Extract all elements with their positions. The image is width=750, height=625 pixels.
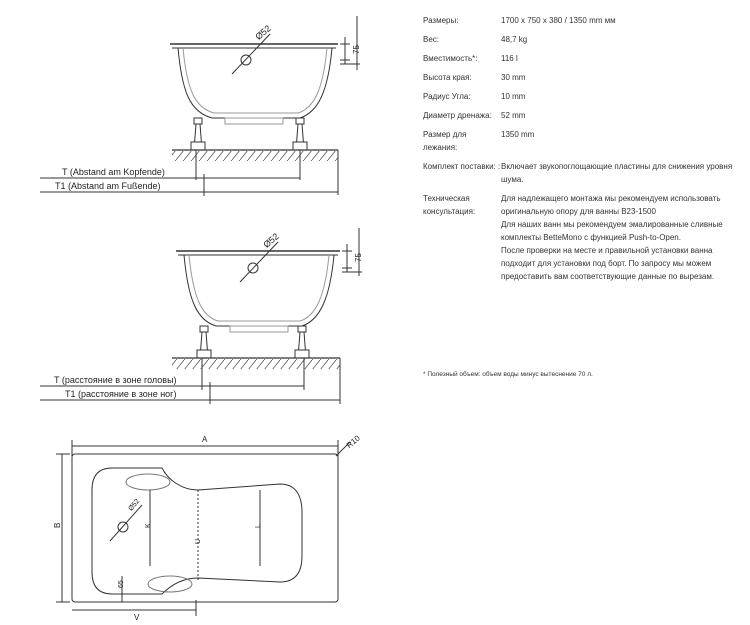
spec-value-text: 10 mm — [501, 92, 526, 101]
spec-value — [501, 33, 733, 46]
spec-value — [501, 192, 733, 283]
t-label-2: T (расстояние в зоне головы) — [54, 375, 177, 385]
spec-row-weight — [423, 33, 733, 46]
spec-value — [501, 109, 733, 122]
rim-height-label-2: 75 — [354, 253, 363, 262]
plan-view — [56, 440, 350, 616]
spec-row-lying-length — [423, 128, 733, 154]
spec-value — [501, 14, 733, 27]
dimension-l-label: L — [255, 524, 262, 528]
spec-value-text: Включает звукопоглощающие пластины для снижения уровня шума. — [501, 162, 733, 184]
spec-value-text: 48,7 kg — [501, 35, 528, 44]
spec-value-text: Для надлежащего монтажа мы рекомендуем использовать оригинальную опору для ванны B23-1500 — [501, 194, 721, 216]
spec-label: Вместимость*: — [423, 54, 478, 63]
spec-label: Размеры: — [423, 16, 459, 25]
spec-row-technical-advice — [423, 192, 733, 283]
t1-label-1: T1 (Abstand am Fußende) — [55, 181, 161, 191]
spec-value — [501, 128, 733, 154]
spec-value-text: 116 l — [501, 54, 518, 63]
capacity-footnote: * Полезный объем: объем воды минус вытеснение 70 л. — [423, 371, 593, 378]
spec-label: Комплект поставки: : — [423, 162, 501, 171]
spec-value — [501, 160, 733, 186]
t1-label-2: T1 (расстояние в зоне ног) — [65, 389, 177, 399]
spec-row-corner-radius — [423, 90, 733, 103]
spec-value — [501, 52, 733, 65]
dimension-b-label: B — [53, 522, 62, 528]
spec-label: Размер для лежания: — [423, 130, 467, 152]
dimension-65-label: 65 — [118, 580, 125, 588]
spec-row-capacity — [423, 52, 733, 65]
t-label-1: T (Abstand am Kopfende) — [62, 167, 165, 177]
spec-label: Диаметр дренажа: — [423, 111, 492, 120]
rim-height-label-1: 75 — [352, 45, 361, 54]
dimension-u-label: U — [195, 538, 202, 544]
plan-drain-label: Ø52 — [127, 497, 142, 513]
drain-diameter-label-2: Ø52 — [261, 231, 281, 250]
spec-label: Вес: — [423, 35, 440, 44]
dimension-a-label: A — [202, 435, 208, 444]
drain-diameter-label-1: Ø52 — [253, 23, 273, 42]
spec-label: Радиус Угла: — [423, 92, 471, 101]
spec-value-text: 30 mm — [501, 73, 526, 82]
dimension-v-label: V — [134, 613, 140, 622]
spec-label: Высота края: — [423, 73, 472, 82]
spec-row-dimensions — [423, 14, 733, 27]
specifications-list — [423, 14, 733, 289]
spec-value-text: 52 mm — [501, 111, 526, 120]
spec-value — [501, 90, 733, 103]
spec-row-delivery-set — [423, 160, 733, 186]
spec-value-text: 1700 x 750 x 380 / 1350 mm мм — [501, 16, 616, 25]
spec-value — [501, 71, 733, 84]
spec-label: Техническая консультация: — [423, 194, 476, 216]
dimension-k-label: K — [145, 523, 152, 528]
spec-value-text: 1350 mm — [501, 130, 535, 139]
spec-row-drain-diameter — [423, 109, 733, 122]
spec-value-text: Для наших ванн мы рекомендуем эмалированные сливные комплекты BetteMono с функцией Push-to-Open. — [501, 220, 723, 242]
spec-row-rim-height — [423, 71, 733, 84]
corner-radius-label: R10 — [344, 433, 362, 450]
spec-value-text: После проверки на месте и правильной установки ванна подходит для установки под борт. По запросу мы можем предоставить вам соответствующие данные по вырезам. — [501, 246, 715, 281]
